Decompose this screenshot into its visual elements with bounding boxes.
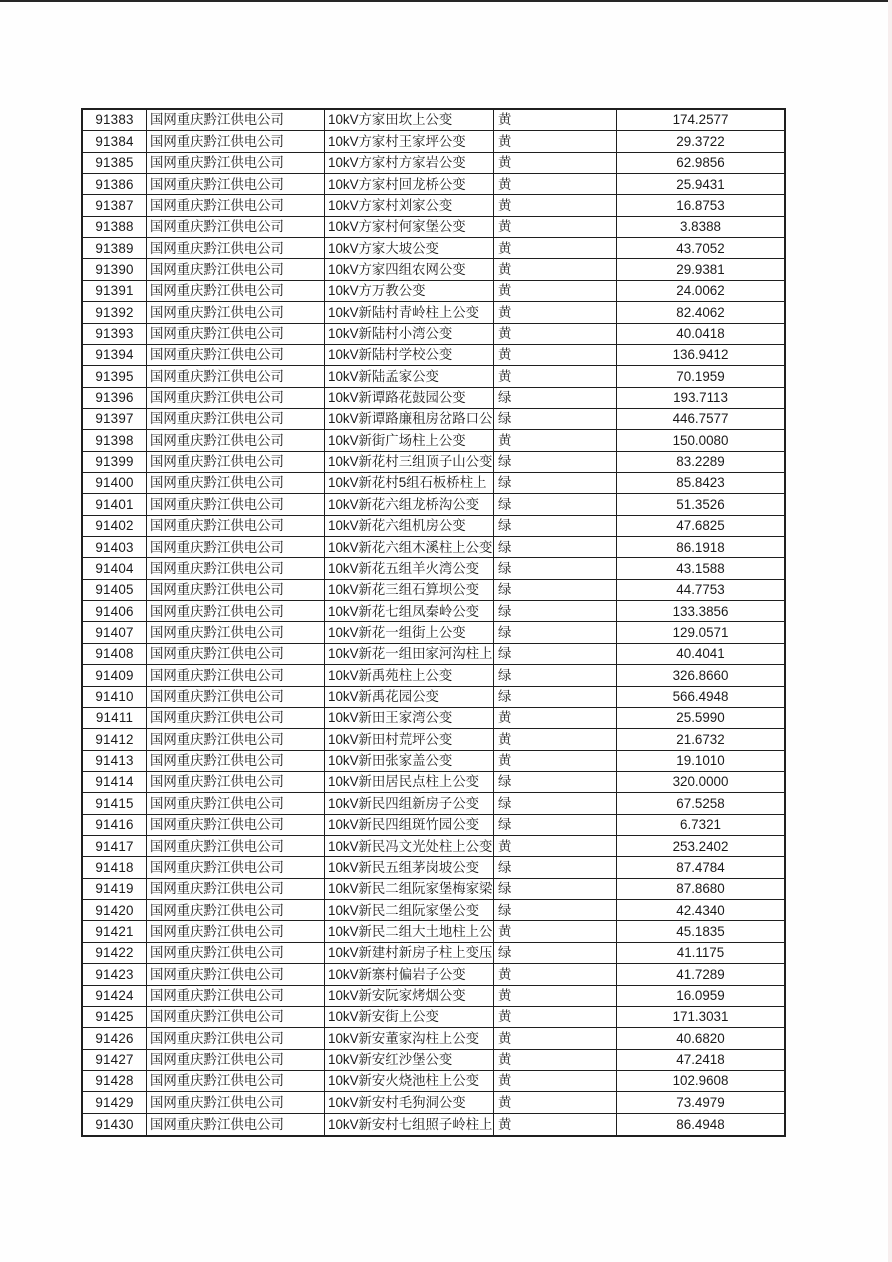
table-row	[83, 1114, 784, 1135]
cell-status-flag: 黄	[494, 1050, 617, 1070]
table-row	[83, 772, 784, 793]
cell-transformer-name: 10kV方家大坡公变	[325, 238, 494, 258]
cell-company-name: 国网重庆黔江供电公司	[147, 644, 325, 664]
cell-load-value: 51.3526	[676, 496, 725, 512]
cell-load-value: 87.4784	[676, 859, 725, 875]
cell-load-value: 40.6820	[676, 1030, 725, 1046]
cell-transformer-name: 10kV新安村毛狗洞公变	[325, 1092, 494, 1112]
cell-record-id: 91426	[83, 1028, 147, 1048]
cell-record-id: 91415	[83, 793, 147, 813]
cell-status-flag: 绿	[494, 537, 617, 557]
cell-status-flag: 绿	[494, 558, 617, 578]
table-row	[83, 622, 784, 643]
cell-load-value: 87.8680	[676, 881, 725, 897]
table-row	[83, 1028, 784, 1049]
cell-transformer-name: 10kV新安董家沟柱上公变	[325, 1028, 494, 1048]
cell-load-value: 41.1175	[676, 945, 725, 961]
table-row	[83, 131, 784, 152]
cell-company-name: 国网重庆黔江供电公司	[147, 494, 325, 514]
table-row	[83, 815, 784, 836]
page-top-edge	[0, 0, 892, 2]
cell-record-id: 91388	[83, 217, 147, 237]
table-row	[83, 665, 784, 686]
cell-status-flag: 黄	[494, 324, 617, 344]
cell-company-name: 国网重庆黔江供电公司	[147, 687, 325, 707]
cell-status-flag: 绿	[494, 516, 617, 536]
cell-company-name: 国网重庆黔江供电公司	[147, 345, 325, 365]
cell-status-flag: 黄	[494, 302, 617, 322]
table-row	[83, 836, 784, 857]
table-row	[83, 430, 784, 451]
cell-company-name: 国网重庆黔江供电公司	[147, 537, 325, 557]
cell-company-name: 国网重庆黔江供电公司	[147, 324, 325, 344]
cell-company-name: 国网重庆黔江供电公司	[147, 473, 325, 493]
cell-transformer-name: 10kV新花一组田家河沟柱上	[325, 644, 494, 664]
cell-record-id: 91417	[83, 836, 147, 856]
cell-load-value: 86.4948	[676, 1116, 725, 1132]
cell-status-flag: 黄	[494, 1007, 617, 1027]
cell-transformer-name: 10kV新民四组斑竹园公变	[325, 815, 494, 835]
cell-transformer-name: 10kV新陆孟家公变	[325, 366, 494, 386]
table-row	[83, 943, 784, 964]
table-row	[83, 217, 784, 238]
cell-company-name: 国网重庆黔江供电公司	[147, 1114, 325, 1135]
cell-record-id: 91398	[83, 430, 147, 450]
cell-company-name: 国网重庆黔江供电公司	[147, 174, 325, 194]
cell-company-name: 国网重庆黔江供电公司	[147, 259, 325, 279]
cell-load-value: 150.0080	[672, 432, 729, 448]
cell-company-name: 国网重庆黔江供电公司	[147, 366, 325, 386]
cell-record-id: 91391	[83, 281, 147, 301]
table-row	[83, 986, 784, 1007]
cell-company-name: 国网重庆黔江供电公司	[147, 1071, 325, 1091]
cell-transformer-name: 10kV方家村何家堡公变	[325, 217, 494, 237]
cell-company-name: 国网重庆黔江供电公司	[147, 793, 325, 813]
cell-transformer-name: 10kV新民冯文光处柱上公变	[325, 836, 494, 856]
cell-company-name: 国网重庆黔江供电公司	[147, 217, 325, 237]
cell-record-id: 91411	[83, 708, 147, 728]
cell-record-id: 91410	[83, 687, 147, 707]
cell-transformer-name: 10kV新花村三组顶子山公变	[325, 452, 494, 472]
cell-status-flag: 黄	[494, 195, 617, 215]
cell-record-id: 91403	[83, 537, 147, 557]
table-row	[83, 751, 784, 772]
cell-status-flag: 绿	[494, 900, 617, 920]
cell-status-flag: 绿	[494, 879, 617, 899]
cell-load-value: 44.7753	[676, 582, 725, 598]
table-row	[83, 473, 784, 494]
cell-status-flag: 绿	[494, 580, 617, 600]
cell-company-name: 国网重庆黔江供电公司	[147, 430, 325, 450]
cell-status-flag: 黄	[494, 921, 617, 941]
cell-load-value: 253.2402	[672, 838, 729, 854]
cell-load-value: 40.0418	[676, 326, 725, 341]
cell-transformer-name: 10kV新安阮家烤烟公变	[325, 986, 494, 1006]
cell-load-value: 19.1010	[676, 753, 725, 769]
cell-record-id: 91396	[83, 388, 147, 408]
table-row	[83, 793, 784, 814]
table-row	[83, 259, 784, 280]
cell-transformer-name: 10kV新陆村学校公变	[325, 345, 494, 365]
table-row	[83, 366, 784, 387]
table-row	[83, 964, 784, 985]
table-row	[83, 388, 784, 409]
cell-load-value: 73.4979	[676, 1094, 725, 1110]
cell-status-flag: 黄	[494, 174, 617, 194]
table-row	[83, 1071, 784, 1092]
cell-transformer-name: 10kV方家村王家坪公变	[325, 131, 494, 151]
table-row	[83, 558, 784, 579]
cell-record-id: 91400	[83, 473, 147, 493]
cell-transformer-name: 10kV新田村荒坪公变	[325, 729, 494, 749]
cell-load-value: 86.1918	[676, 539, 725, 555]
cell-company-name: 国网重庆黔江供电公司	[147, 708, 325, 728]
cell-transformer-name: 10kV方家村方家岩公变	[325, 153, 494, 173]
cell-transformer-name: 10kV新花三组石算坝公变	[325, 580, 494, 600]
cell-record-id: 91424	[83, 986, 147, 1006]
cell-company-name: 国网重庆黔江供电公司	[147, 131, 325, 151]
table-row	[83, 601, 784, 622]
cell-transformer-name: 10kV新民二组大土地柱上公	[325, 921, 494, 941]
cell-company-name: 国网重庆黔江供电公司	[147, 665, 325, 685]
table-row	[83, 1050, 784, 1071]
cell-load-value: 67.5258	[676, 795, 725, 811]
cell-load-value: 136.9412	[672, 347, 729, 363]
table-row	[83, 494, 784, 515]
cell-record-id: 91429	[83, 1092, 147, 1112]
cell-status-flag: 黄	[494, 366, 617, 386]
cell-transformer-name: 10kV新田居民点柱上公变	[325, 772, 494, 792]
cell-status-flag: 绿	[494, 687, 617, 707]
cell-record-id: 91422	[83, 943, 147, 963]
cell-load-value: 133.3856	[672, 603, 729, 619]
cell-transformer-name: 10kV新花一组街上公变	[325, 622, 494, 642]
cell-load-value: 42.4340	[676, 902, 725, 918]
cell-status-flag: 绿	[494, 793, 617, 813]
cell-company-name: 国网重庆黔江供电公司	[147, 516, 325, 536]
cell-company-name: 国网重庆黔江供电公司	[147, 153, 325, 173]
cell-transformer-name: 10kV新安街上公变	[325, 1007, 494, 1027]
table-row	[83, 1007, 784, 1028]
cell-status-flag: 绿	[494, 494, 617, 514]
table-row	[83, 900, 784, 921]
cell-status-flag: 绿	[494, 943, 617, 963]
table-row	[83, 110, 784, 131]
cell-status-flag: 黄	[494, 238, 617, 258]
cell-transformer-name: 10kV方家田坎上公变	[325, 110, 494, 130]
cell-record-id: 91390	[83, 259, 147, 279]
cell-status-flag: 黄	[494, 110, 617, 130]
table-row	[83, 580, 784, 601]
table-row	[83, 516, 784, 537]
cell-company-name: 国网重庆黔江供电公司	[147, 580, 325, 600]
cell-load-value: 82.4062	[676, 304, 725, 320]
cell-load-value: 40.4041	[676, 646, 725, 662]
cell-load-value: 193.7113	[673, 390, 728, 406]
cell-transformer-name: 10kV新花五组羊火湾公变	[325, 558, 494, 578]
cell-load-value: 171.3031	[672, 1009, 729, 1025]
cell-load-value: 41.7289	[676, 966, 725, 982]
cell-transformer-name: 10kV新民二组阮家堡梅家梁	[325, 879, 494, 899]
table-row	[83, 409, 784, 430]
cell-status-flag: 绿	[494, 644, 617, 664]
cell-load-value: 21.6732	[676, 731, 725, 747]
cell-company-name: 国网重庆黔江供电公司	[147, 1007, 325, 1027]
cell-transformer-name: 10kV新建村新房子柱上变压	[325, 943, 494, 963]
cell-load-value: 174.2577	[672, 112, 729, 128]
cell-company-name: 国网重庆黔江供电公司	[147, 964, 325, 984]
cell-company-name: 国网重庆黔江供电公司	[147, 1092, 325, 1112]
cell-company-name: 国网重庆黔江供电公司	[147, 1050, 325, 1070]
cell-company-name: 国网重庆黔江供电公司	[147, 601, 325, 621]
cell-status-flag: 黄	[494, 1071, 617, 1091]
cell-record-id: 91404	[83, 558, 147, 578]
cell-record-id: 91399	[83, 452, 147, 472]
cell-transformer-name: 10kV新民五组茅岗坡公变	[325, 857, 494, 877]
cell-transformer-name: 10kV新民二组阮家堡公变	[325, 900, 494, 920]
cell-load-value: 129.0571	[672, 624, 729, 640]
cell-company-name: 国网重庆黔江供电公司	[147, 751, 325, 771]
cell-load-value: 446.7577	[672, 411, 729, 427]
cell-load-value: 320.0000	[672, 774, 729, 790]
cell-status-flag: 黄	[494, 430, 617, 450]
table-row	[83, 452, 784, 473]
cell-company-name: 国网重庆黔江供电公司	[147, 409, 325, 429]
cell-status-flag: 黄	[494, 281, 617, 301]
cell-record-id: 91393	[83, 324, 147, 344]
cell-status-flag: 绿	[494, 815, 617, 835]
cell-record-id: 91414	[83, 772, 147, 792]
cell-status-flag: 绿	[494, 665, 617, 685]
table-row	[83, 879, 784, 900]
cell-load-value: 47.2418	[676, 1052, 725, 1068]
cell-load-value: 24.0062	[676, 283, 725, 299]
cell-load-value: 25.5990	[676, 710, 725, 726]
cell-record-id: 91430	[83, 1114, 147, 1135]
cell-load-value: 47.6825	[676, 518, 725, 534]
cell-load-value: 6.7321	[680, 817, 721, 833]
cell-company-name: 国网重庆黔江供电公司	[147, 622, 325, 642]
table-row	[83, 174, 784, 195]
cell-record-id: 91420	[83, 900, 147, 920]
table-row	[83, 345, 784, 366]
cell-transformer-name: 10kV新民四组新房子公变	[325, 793, 494, 813]
cell-record-id: 91413	[83, 751, 147, 771]
cell-load-value: 29.3722	[676, 133, 725, 149]
cell-load-value: 29.9381	[676, 261, 725, 277]
cell-company-name: 国网重庆黔江供电公司	[147, 1028, 325, 1048]
cell-record-id: 91386	[83, 174, 147, 194]
cell-status-flag: 绿	[494, 388, 617, 408]
cell-transformer-name: 10kV方家村刘家公变	[325, 195, 494, 215]
cell-transformer-name: 10kV新禹花园公变	[325, 687, 494, 707]
cell-company-name: 国网重庆黔江供电公司	[147, 110, 325, 130]
cell-company-name: 国网重庆黔江供电公司	[147, 281, 325, 301]
cell-record-id: 91394	[83, 345, 147, 365]
cell-load-value: 43.7052	[676, 240, 725, 256]
cell-load-value: 62.9856	[676, 155, 725, 171]
cell-transformer-name: 10kV新安红沙堡公变	[325, 1050, 494, 1070]
table-row	[83, 687, 784, 708]
cell-company-name: 国网重庆黔江供电公司	[147, 729, 325, 749]
table-row	[83, 1092, 784, 1113]
cell-transformer-name: 10kV新禹苑柱上公变	[325, 665, 494, 685]
page-right-edge	[888, 0, 892, 1262]
cell-load-value: 85.8423	[676, 475, 725, 491]
cell-transformer-name: 10kV新寨村偏岩子公变	[325, 964, 494, 984]
cell-record-id: 91423	[83, 964, 147, 984]
cell-company-name: 国网重庆黔江供电公司	[147, 452, 325, 472]
cell-record-id: 91428	[83, 1071, 147, 1091]
cell-transformer-name: 10kV新田王家湾公变	[325, 708, 494, 728]
cell-company-name: 国网重庆黔江供电公司	[147, 302, 325, 322]
cell-record-id: 91408	[83, 644, 147, 664]
cell-company-name: 国网重庆黔江供电公司	[147, 195, 325, 215]
table-row	[83, 729, 784, 750]
cell-company-name: 国网重庆黔江供电公司	[147, 921, 325, 941]
cell-company-name: 国网重庆黔江供电公司	[147, 772, 325, 792]
cell-transformer-name: 10kV新花六组龙桥沟公变	[325, 494, 494, 514]
cell-transformer-name: 10kV新花村5组石板桥柱上	[325, 473, 494, 493]
cell-record-id: 91392	[83, 302, 147, 322]
cell-record-id: 91416	[83, 815, 147, 835]
cell-load-value: 3.8388	[680, 219, 721, 235]
cell-load-value: 43.1588	[676, 560, 725, 576]
cell-status-flag: 黄	[494, 1092, 617, 1112]
cell-status-flag: 黄	[494, 259, 617, 279]
cell-company-name: 国网重庆黔江供电公司	[147, 900, 325, 920]
cell-transformer-name: 10kV方万教公变	[325, 281, 494, 301]
cell-load-value: 16.0959	[676, 987, 725, 1003]
cell-record-id: 91383	[83, 110, 147, 130]
table-row	[83, 644, 784, 665]
cell-record-id: 91406	[83, 601, 147, 621]
cell-status-flag: 黄	[494, 345, 617, 365]
cell-status-flag: 黄	[494, 729, 617, 749]
cell-record-id: 91418	[83, 857, 147, 877]
cell-record-id: 91427	[83, 1050, 147, 1070]
cell-status-flag: 绿	[494, 857, 617, 877]
cell-status-flag: 黄	[494, 1114, 617, 1135]
cell-transformer-name: 10kV方家村回龙桥公变	[325, 174, 494, 194]
cell-transformer-name: 10kV新安火烧池柱上公变	[325, 1071, 494, 1091]
cell-load-value: 45.1835	[676, 923, 725, 939]
cell-company-name: 国网重庆黔江供电公司	[147, 558, 325, 578]
table-row	[83, 857, 784, 878]
cell-company-name: 国网重庆黔江供电公司	[147, 836, 325, 856]
cell-status-flag: 绿	[494, 409, 617, 429]
cell-company-name: 国网重庆黔江供电公司	[147, 857, 325, 877]
cell-status-flag: 黄	[494, 964, 617, 984]
table-row	[83, 281, 784, 302]
cell-company-name: 国网重庆黔江供电公司	[147, 986, 325, 1006]
table-row	[83, 302, 784, 323]
cell-company-name: 国网重庆黔江供电公司	[147, 943, 325, 963]
cell-status-flag: 绿	[494, 601, 617, 621]
cell-company-name: 国网重庆黔江供电公司	[147, 238, 325, 258]
cell-record-id: 91412	[83, 729, 147, 749]
cell-status-flag: 黄	[494, 153, 617, 173]
cell-status-flag: 黄	[494, 708, 617, 728]
cell-transformer-name: 10kV新安村七组照子岭柱上	[325, 1114, 494, 1135]
cell-transformer-name: 10kV新谭路花鼓园公变	[325, 388, 494, 408]
cell-load-value: 16.8753	[676, 197, 725, 213]
cell-load-value: 102.9608	[672, 1073, 729, 1089]
cell-transformer-name: 10kV新陆村小湾公变	[325, 324, 494, 344]
cell-transformer-name: 10kV新谭路廉租房岔路口公	[325, 409, 494, 429]
cell-status-flag: 绿	[494, 473, 617, 493]
cell-transformer-name: 10kV新田张家盖公变	[325, 751, 494, 771]
cell-transformer-name: 10kV新花六组木溪柱上公变	[325, 537, 494, 557]
cell-company-name: 国网重庆黔江供电公司	[147, 388, 325, 408]
table-row	[83, 921, 784, 942]
cell-load-value: 25.9431	[676, 176, 725, 192]
cell-load-value: 566.4948	[672, 689, 729, 705]
cell-transformer-name: 10kV新陆村青岭柱上公变	[325, 302, 494, 322]
cell-record-id: 91407	[83, 622, 147, 642]
cell-load-value: 83.2289	[676, 454, 725, 470]
cell-transformer-name: 10kV新街广场柱上公变	[325, 430, 494, 450]
cell-transformer-name: 10kV方家四组农网公变	[325, 259, 494, 279]
table-row	[83, 708, 784, 729]
table-row	[83, 195, 784, 216]
cell-transformer-name: 10kV新花六组机房公变	[325, 516, 494, 536]
table-row	[83, 537, 784, 558]
cell-record-id: 91385	[83, 153, 147, 173]
cell-record-id: 91409	[83, 665, 147, 685]
cell-record-id: 91402	[83, 516, 147, 536]
cell-record-id: 91384	[83, 131, 147, 151]
cell-load-value: 326.8660	[672, 667, 729, 683]
cell-record-id: 91405	[83, 580, 147, 600]
cell-record-id: 91395	[83, 366, 147, 386]
table-row	[83, 324, 784, 345]
cell-status-flag: 黄	[494, 217, 617, 237]
cell-record-id: 91425	[83, 1007, 147, 1027]
cell-record-id: 91419	[83, 879, 147, 899]
cell-record-id: 91397	[83, 409, 147, 429]
cell-record-id: 91401	[83, 494, 147, 514]
cell-company-name: 国网重庆黔江供电公司	[147, 815, 325, 835]
cell-transformer-name: 10kV新花七组凤秦岭公变	[325, 601, 494, 621]
cell-status-flag: 黄	[494, 751, 617, 771]
cell-status-flag: 绿	[494, 452, 617, 472]
cell-record-id: 91389	[83, 238, 147, 258]
cell-status-flag: 黄	[494, 1028, 617, 1048]
transformer-table	[81, 108, 786, 1137]
cell-status-flag: 绿	[494, 772, 617, 792]
table-row	[83, 238, 784, 259]
cell-record-id: 91421	[83, 921, 147, 941]
cell-company-name: 国网重庆黔江供电公司	[147, 879, 325, 899]
cell-status-flag: 绿	[494, 622, 617, 642]
table-row	[83, 153, 784, 174]
cell-status-flag: 黄	[494, 131, 617, 151]
cell-status-flag: 黄	[494, 986, 617, 1006]
cell-record-id: 91387	[83, 195, 147, 215]
cell-status-flag: 黄	[494, 836, 617, 856]
cell-load-value: 70.1959	[676, 368, 725, 384]
